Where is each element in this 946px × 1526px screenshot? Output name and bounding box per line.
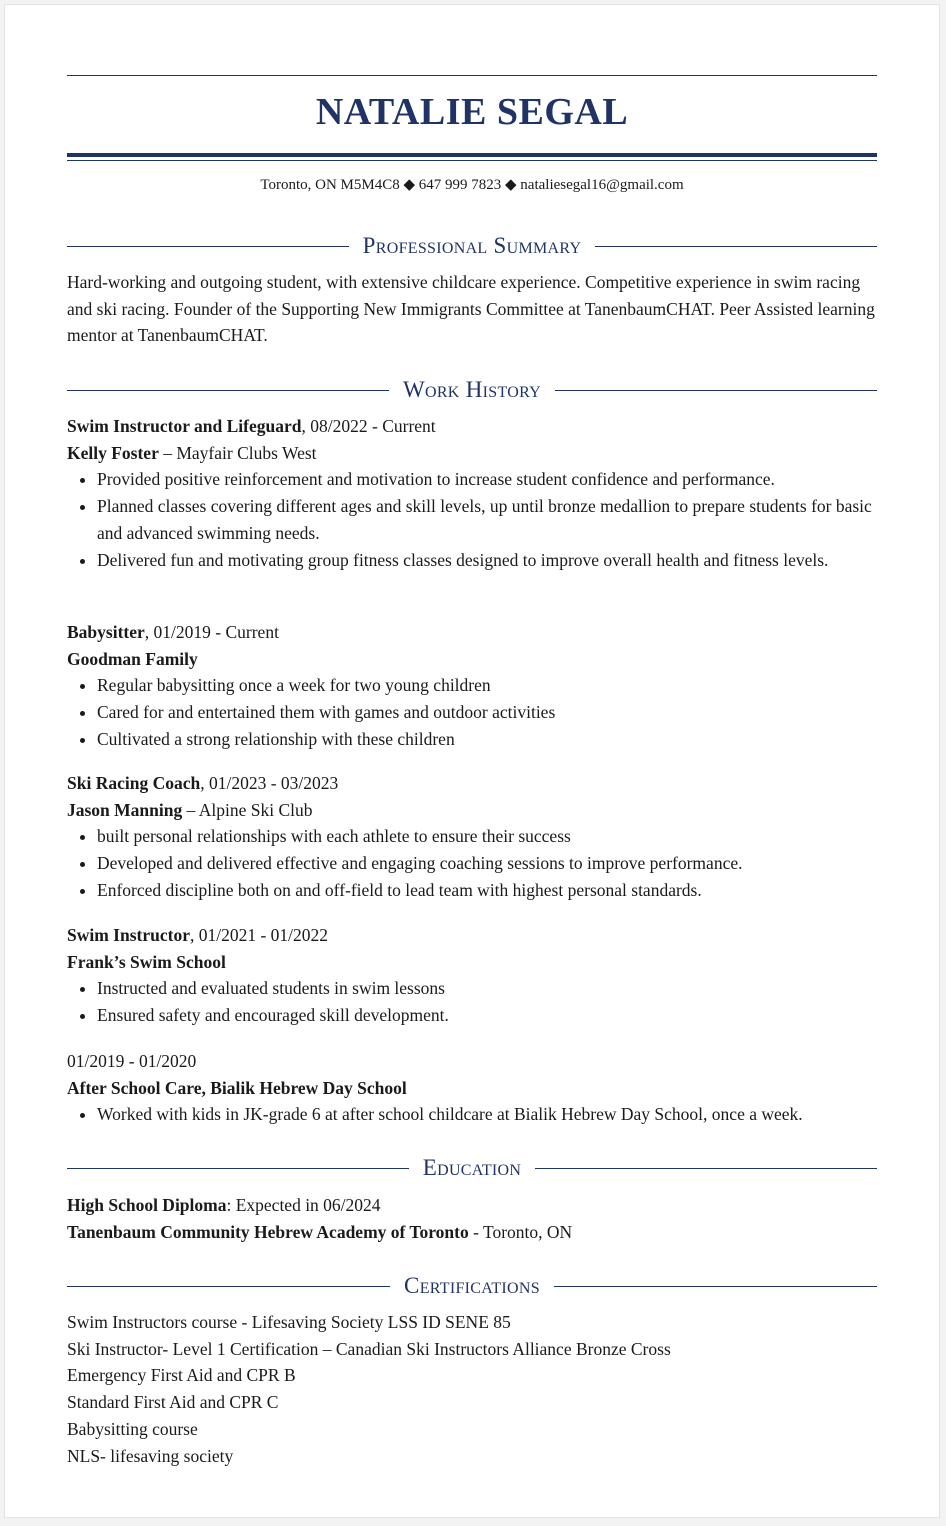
education-title: Education bbox=[422, 1155, 522, 1180]
job-bullets bbox=[67, 1101, 877, 1128]
education-location: - Toronto, ON bbox=[468, 1221, 573, 1242]
heading-rule bbox=[67, 246, 349, 247]
summary-text-block bbox=[67, 269, 877, 349]
job-bullets bbox=[67, 823, 877, 903]
job-dates: , 01/2023 - 03/2023 bbox=[200, 773, 339, 793]
education-school-line bbox=[67, 1219, 877, 1246]
header-thick-rule bbox=[67, 153, 877, 157]
job-employer: Jason Manning bbox=[67, 799, 183, 820]
job-bullet: • built personal relationships with each athlete to ensure their success bbox=[97, 823, 877, 850]
certification-item: Standard First Aid and CPR C bbox=[67, 1392, 279, 1413]
certification-item: Ski Instructor- Level 1 Certification – Canadian Ski Instructors Alliance Bronze Cross bbox=[67, 1338, 671, 1359]
job-dates: , 01/2019 - Current bbox=[144, 622, 279, 642]
job-employer-line bbox=[67, 1075, 877, 1102]
job-employer-line bbox=[67, 797, 877, 824]
job-entry bbox=[67, 413, 877, 573]
job-employer: After School Care, Bialik Hebrew Day School bbox=[67, 1077, 407, 1098]
header-top-rule bbox=[67, 75, 877, 76]
job-title-line bbox=[67, 1048, 877, 1075]
job-title-line bbox=[67, 619, 877, 646]
header-thin-rule bbox=[67, 160, 877, 161]
job-bullets bbox=[67, 672, 877, 752]
summary-heading bbox=[67, 231, 877, 261]
heading-rule bbox=[67, 1168, 409, 1169]
heading-rule bbox=[67, 390, 389, 391]
work-title: Work History bbox=[402, 377, 542, 402]
education-block bbox=[67, 1192, 877, 1245]
certification-item: Babysitting course bbox=[67, 1418, 198, 1439]
education-heading bbox=[67, 1153, 877, 1183]
job-employer: Kelly Foster bbox=[67, 442, 159, 463]
certification-item: Emergency First Aid and CPR B bbox=[67, 1365, 296, 1386]
job-employer-line bbox=[67, 646, 877, 673]
job-role: Babysitter bbox=[67, 622, 145, 642]
job-bullet: • Provided positive reinforcement and motivation to increase student confidence and performance. bbox=[97, 466, 877, 493]
job-bullet: • Worked with kids in JK-grade 6 at after school childcare at Bialik Hebrew Day School, once a week. bbox=[97, 1101, 877, 1128]
job-role: Ski Racing Coach bbox=[67, 773, 201, 793]
job-entry bbox=[67, 770, 877, 904]
education-expected: : Expected in 06/2024 bbox=[226, 1195, 381, 1215]
work-heading bbox=[67, 375, 877, 405]
job-title-line bbox=[67, 770, 877, 797]
job-employer: Goodman Family bbox=[67, 648, 198, 669]
job-entry bbox=[67, 619, 877, 753]
heading-rule bbox=[555, 390, 877, 391]
certifications-title: Certifications bbox=[404, 1273, 540, 1298]
heading-rule bbox=[67, 1286, 390, 1287]
job-bullet: • Developed and delivered effective and engaging coaching sessions to improve performance. bbox=[97, 850, 877, 877]
job-bullet: • Enforced discipline both on and off-field to lead team with highest personal standards. bbox=[97, 877, 877, 904]
job-bullet: • Instructed and evaluated students in swim lessons bbox=[97, 975, 877, 1002]
education-degree-line bbox=[67, 1192, 877, 1219]
job-role: Swim Instructor bbox=[67, 925, 190, 945]
contact-line: Toronto, ON M5M4C8 ◆ 647 999 7823 ◆ nataliesegal16@gmail.com bbox=[260, 177, 684, 193]
job-location: – Mayfair Clubs West bbox=[158, 442, 317, 463]
job-title-line bbox=[67, 922, 877, 949]
certifications-list bbox=[67, 1309, 877, 1469]
job-title-line bbox=[67, 413, 877, 440]
summary-text: Hard-working and outgoing student, with extensive childcare experience. Competitive experience in swim racing and ski racing. Founder of the Supporting New Immigrants Committee at TanenbaumCHAT. Peer Assisted learning mentor at TanenbaumCHAT. bbox=[67, 272, 875, 346]
job-bullet: • Regular babysitting once a week for two young children bbox=[97, 672, 877, 699]
job-bullet: • Planned classes covering different ages and skill levels, up until bronze medallion to prepare students for basic and advanced swimming needs. bbox=[97, 493, 877, 546]
certification-item: Swim Instructors course - Lifesaving Society LSS ID SENE 85 bbox=[67, 1312, 511, 1332]
job-dates: 01/2019 - 01/2020 bbox=[67, 1051, 197, 1071]
job-bullet: • Ensured safety and encouraged skill development. bbox=[97, 1002, 877, 1029]
resume-page bbox=[4, 4, 940, 1518]
candidate-name: NATALIE SEGAL bbox=[315, 91, 629, 133]
job-dates: , 01/2021 - 01/2022 bbox=[189, 925, 329, 945]
job-bullets bbox=[67, 466, 877, 573]
education-degree: High School Diploma bbox=[67, 1195, 227, 1215]
job-dates: , 08/2022 - Current bbox=[301, 416, 436, 436]
education-school: Tanenbaum Community Hebrew Academy of Toronto bbox=[67, 1221, 469, 1242]
job-bullets bbox=[67, 975, 877, 1028]
certification-item: NLS- lifesaving society bbox=[67, 1445, 234, 1466]
job-employer-line bbox=[67, 440, 877, 467]
certifications-heading bbox=[67, 1271, 877, 1301]
summary-title: Professional Summary bbox=[362, 233, 582, 258]
job-role: Swim Instructor and Lifeguard bbox=[67, 416, 302, 436]
job-employer-line bbox=[67, 949, 877, 976]
heading-rule bbox=[535, 1168, 877, 1169]
job-entry bbox=[67, 1048, 877, 1128]
heading-rule bbox=[554, 1286, 877, 1287]
job-bullet: • Cared for and entertained them with games and outdoor activities bbox=[97, 699, 877, 726]
job-bullet: • Delivered fun and motivating group fitness classes designed to improve overall health and fitness levels. bbox=[97, 547, 877, 574]
heading-rule bbox=[595, 246, 877, 247]
job-employer: Frank’s Swim School bbox=[67, 951, 226, 972]
job-bullet: • Cultivated a strong relationship with these children bbox=[97, 726, 877, 753]
job-entry bbox=[67, 922, 877, 1029]
job-location: – Alpine Ski Club bbox=[182, 799, 313, 820]
